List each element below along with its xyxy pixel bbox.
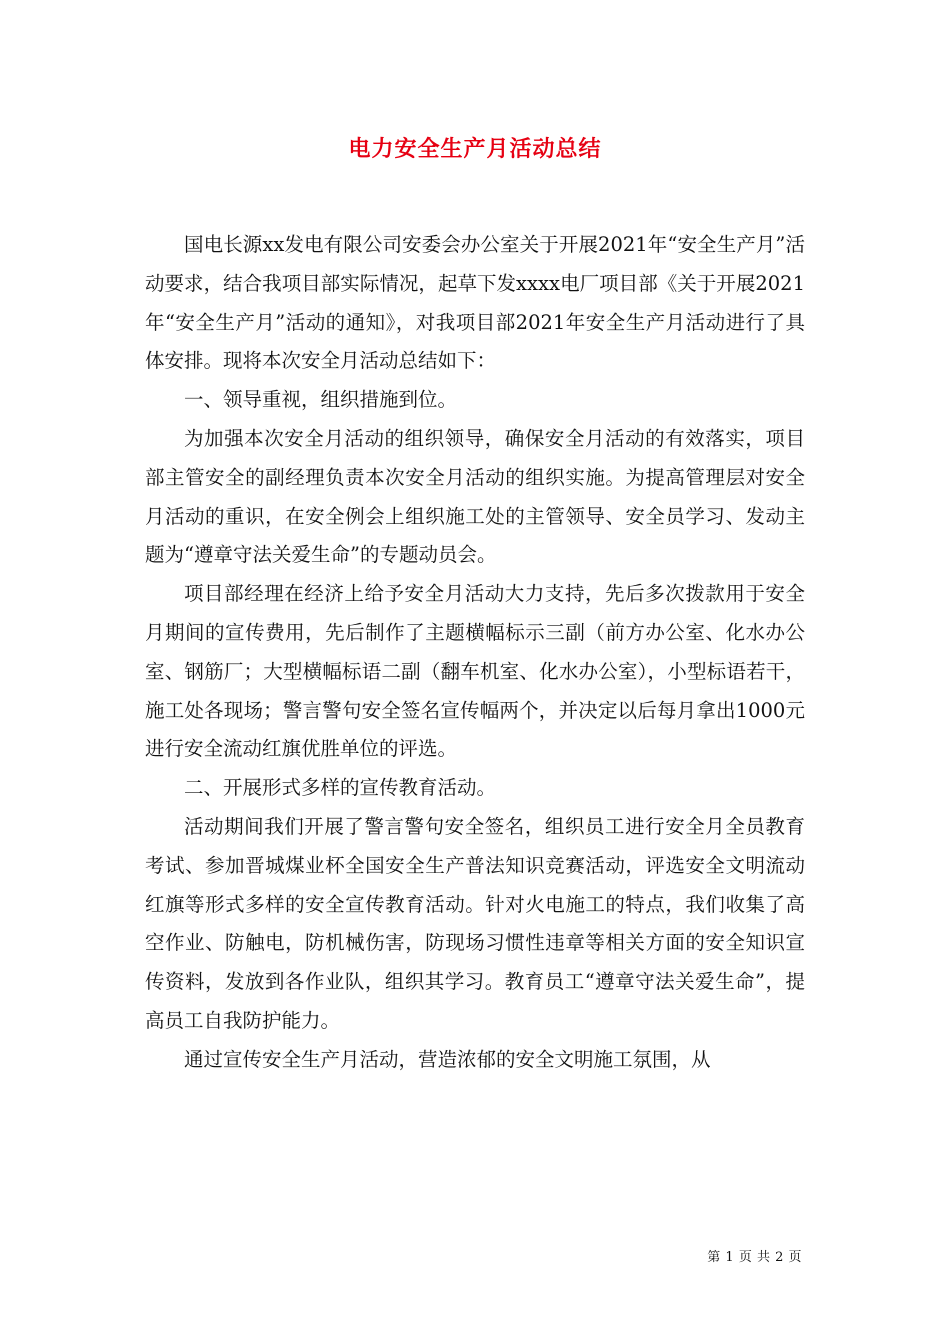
paragraph: 项目部经理在经济上给予安全月活动大力支持，先后多次拨款用于安全月期间的宣传费用，先后制作了主题横幅标示三副（前方办公室、化水办公室、钢筋厂；大型横幅标语二副（翻车机室、化水办公室），小型标语若干，施工处各现场；警言警句安全签名宣传幅两个，并决定以后每月拿出1000元进行安全流动红旗优胜单位的评选。	[145, 582, 805, 761]
section-heading: 一、领导重视，组织措施到位。	[184, 388, 458, 412]
section-heading: 二、开展形式多样的宣传教育活动。	[184, 776, 497, 800]
paragraph: 通过宣传安全生产月活动，营造浓郁的安全文明施工氛围，从	[184, 1047, 711, 1071]
document-title: 电力安全生产月活动总结	[348, 136, 602, 162]
paragraph: 为加强本次安全月活动的组织领导，确保安全月活动的有效落实，项目部主管安全的副经理负责本次安全月活动的组织实施。为提高管理层对安全月活动的重识，在安全例会上组织施工处的主管领导、安全员学习、发动主题为“遵章守法关爱生命”的专题动员会。	[145, 426, 805, 567]
paragraph: 活动期间我们开展了警言警句安全签名，组织员工进行安全月全员教育考试、参加晋城煤业杯全国安全生产普法知识竞赛活动，评选安全文明流动红旗等形式多样的安全宣传教育活动。针对火电施工的特点，我们收集了高空作业、防触电，防机械伤害，防现场习惯性违章等相关方面的安全知识宣传资料，发放到各作业队，组织其学习。教育员工“遵章守法关爱生命”，提高员工自我防护能力。	[145, 814, 805, 1032]
page-number: 第 1 页 共 2 页	[707, 1250, 802, 1265]
paragraph: 国电长源xx发电有限公司安委会办公室关于开展2021年“安全生产月”活动要求，结合我项目部实际情况，起草下发xxxx电厂项目部《关于开展2021年“安全生产月”活动的通知》，对我项目部2021年安全生产月活动进行了具体安排。现将本次安全月活动总结如下：	[145, 233, 805, 373]
document-body	[145, 226, 805, 1080]
